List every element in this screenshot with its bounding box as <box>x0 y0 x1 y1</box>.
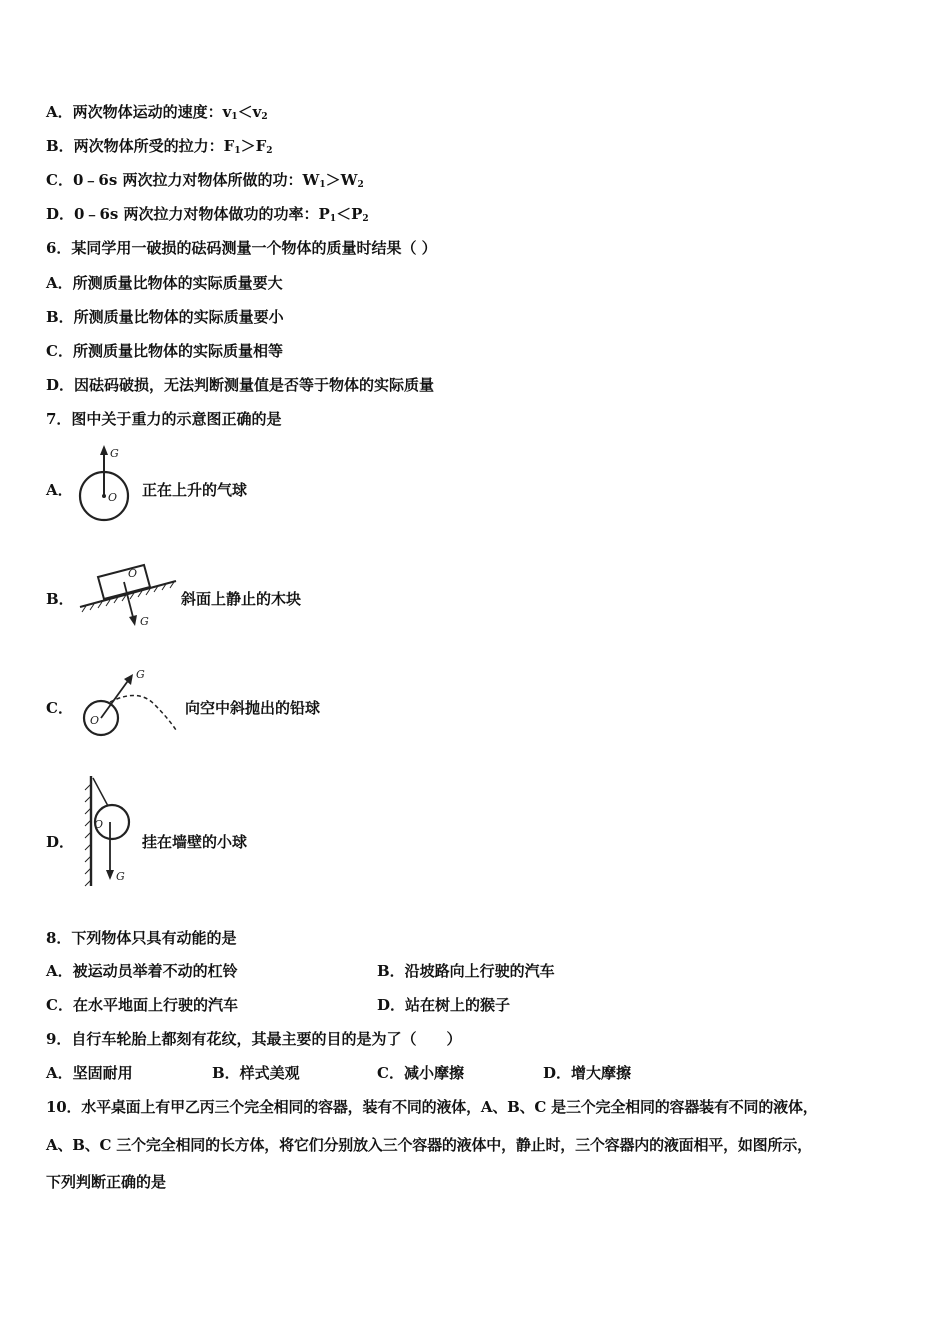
subscript: 1 <box>234 146 241 156</box>
q5-option-d-text2: ＜P <box>336 205 363 223</box>
q9-option-b: B．样式美观 <box>212 1064 300 1082</box>
subscript: 2 <box>362 214 369 224</box>
force-label-g: G <box>140 615 149 628</box>
q7-option-b-label: B． <box>46 590 74 608</box>
q5-option-b-text2: ＞F <box>240 137 267 155</box>
point-label-o: O <box>108 491 118 504</box>
point-label-o: O <box>128 567 138 580</box>
q5-option-a <box>46 102 268 127</box>
q9-stem: 9．自行车轮胎上都刻有花纹，其最主要的目的是为了（ ） <box>46 1030 462 1048</box>
q7-option-a-caption: 正在上升的气球 <box>142 481 248 499</box>
q6-option-c: C．所测质量比物体的实际质量相等 <box>46 342 283 360</box>
q5-option-a-text2: ＜v <box>237 103 262 121</box>
rising-balloon-figure <box>76 443 136 525</box>
subscript: 1 <box>231 112 238 122</box>
q5-option-a-text: A．两次物体运动的速度：v <box>46 103 232 121</box>
q8-option-d: D．站在树上的猴子 <box>377 996 511 1014</box>
subscript: 1 <box>329 214 337 224</box>
q5-option-c-text: C．0﹣6s 两次拉力对物体所做的功：W <box>46 171 320 189</box>
center-point <box>102 494 106 498</box>
q8-option-c: C．在水平地面上行驶的汽车 <box>46 996 238 1014</box>
string-line <box>93 778 108 806</box>
q7-stem: 7．图中关于重力的示意图正确的是 <box>46 410 282 428</box>
q10-stem-line2: A、B、C 三个完全相同的长方体，将它们分别放入三个容器的液体中，静止时，三个容器内的液面相平，如图所示， <box>46 1136 812 1154</box>
q8-stem: 8．下列物体只具有动能的是 <box>46 929 237 947</box>
q8-option-b: B．沿坡路向上行驶的汽车 <box>377 962 555 980</box>
point-label-o: O <box>94 818 104 831</box>
subscript: 1 <box>319 180 326 190</box>
gravity-arrowhead <box>100 445 108 455</box>
q10-stem-line3: 下列判断正确的是 <box>46 1173 167 1191</box>
block-on-incline-figure <box>76 555 180 633</box>
q6-option-b: B．所测质量比物体的实际质量要小 <box>46 308 284 326</box>
q7-option-d-caption: 挂在墙壁的小球 <box>142 833 248 851</box>
q5-option-d-text: D．0﹣6s 两次拉力对物体做功的功率：P <box>46 205 330 223</box>
gravity-arrowhead <box>106 870 114 880</box>
force-label-g: G <box>116 870 125 883</box>
q6-option-a: A．所测质量比物体的实际质量要大 <box>46 274 283 292</box>
q10-stem-line1: 10．水平桌面上有甲乙丙三个完全相同的容器，装有不同的液体，A、B、C 是三个完全相同的容器装有不同的液体， <box>46 1098 818 1116</box>
point-label-o: O <box>90 714 100 727</box>
q7-option-a-label: A． <box>46 481 73 499</box>
q5-option-b <box>46 136 273 161</box>
q6-option-d: D．因砝码破损，无法判断测量值是否等于物体的实际质量 <box>46 376 435 394</box>
q7-option-b-caption: 斜面上静止的木块 <box>181 590 302 608</box>
force-arrow-line <box>101 678 130 718</box>
q9-option-d: D．增大摩擦 <box>543 1064 632 1082</box>
hanging-ball-figure <box>80 772 140 890</box>
q8-option-a: A．被运动员举着不动的杠铃 <box>46 962 238 980</box>
subscript: 2 <box>266 146 273 156</box>
thrown-shot-put-figure <box>76 662 182 742</box>
q7-option-c-label: C． <box>46 699 73 717</box>
subscript: 2 <box>261 112 268 122</box>
trajectory-path <box>110 695 176 730</box>
subscript: 2 <box>357 180 364 190</box>
gravity-arrowhead <box>129 615 137 626</box>
q9-option-a: A．坚固耐用 <box>46 1064 133 1082</box>
q5-option-c <box>46 170 364 195</box>
force-label-g: G <box>136 668 145 681</box>
q6-stem: 6．某同学用一破损的砝码测量一个物体的质量时结果（ ） <box>46 239 437 257</box>
q7-option-d-label: D． <box>46 833 75 851</box>
q5-option-d <box>46 204 369 229</box>
q5-option-c-text2: ＞W <box>325 171 358 189</box>
q7-option-c-caption: 向空中斜抛出的铅球 <box>185 699 321 717</box>
force-label-g: G <box>110 447 119 460</box>
q5-option-b-text: B．两次物体所受的拉力：F <box>46 137 235 155</box>
q9-option-c: C．减小摩擦 <box>377 1064 464 1082</box>
